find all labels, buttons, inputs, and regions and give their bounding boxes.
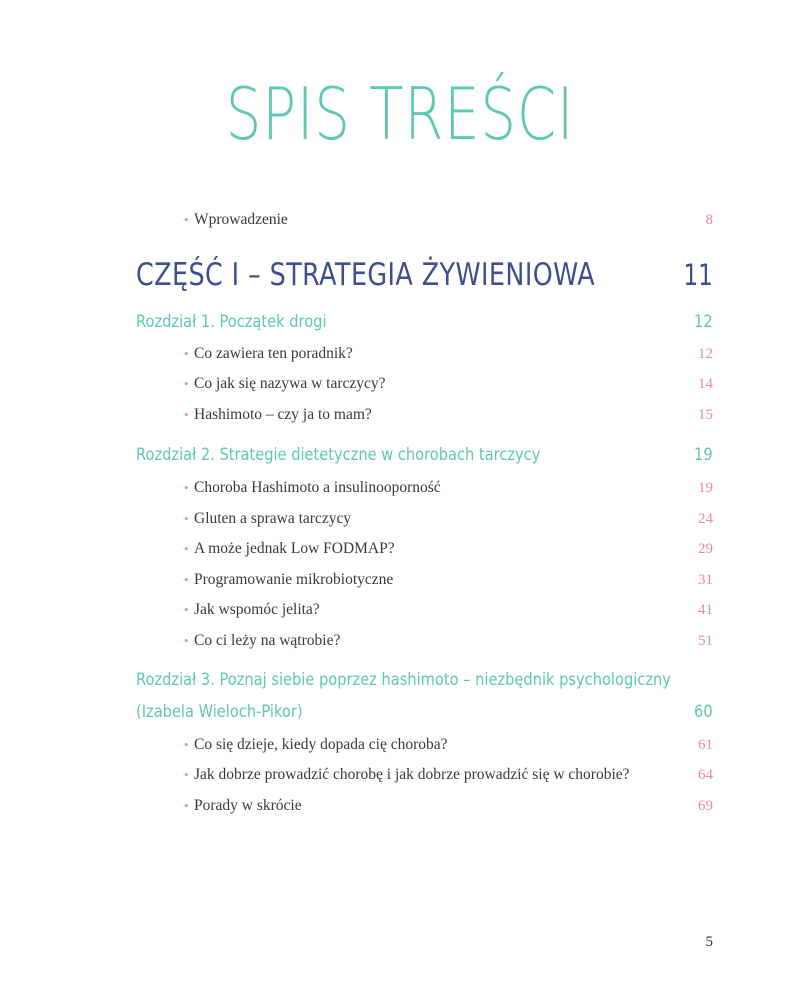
chapter-page-number: 60 bbox=[694, 702, 713, 722]
chapter-page-number: 19 bbox=[694, 445, 713, 465]
toc-entry-page: 61 bbox=[698, 737, 713, 753]
toc-entry-page: 51 bbox=[698, 633, 713, 649]
toc-entry-page: 19 bbox=[698, 480, 713, 496]
toc-part-1[interactable] bbox=[0, 255, 800, 295]
toc-entry[interactable] bbox=[0, 793, 800, 819]
bullet-icon: • bbox=[184, 602, 189, 617]
toc-entry[interactable] bbox=[0, 597, 800, 623]
bullet-icon: • bbox=[184, 212, 189, 227]
toc-entry[interactable] bbox=[0, 536, 800, 562]
bullet-icon: • bbox=[184, 407, 189, 422]
toc-entry-label: Jak wspomóc jelita? bbox=[194, 601, 320, 618]
toc-entry-page: 24 bbox=[698, 511, 713, 527]
toc-entry-label: A może jednak Low FODMAP? bbox=[194, 540, 395, 557]
toc-entry-label: Wprowadzenie bbox=[194, 211, 288, 228]
toc-entry-page: 41 bbox=[698, 602, 713, 618]
toc-entry-page: 64 bbox=[698, 767, 713, 783]
toc-entry[interactable] bbox=[0, 567, 800, 593]
toc-entry-label: Hashimoto – czy ja to mam? bbox=[194, 406, 372, 423]
bullet-icon: • bbox=[184, 767, 189, 782]
toc-entry-page: 31 bbox=[698, 572, 713, 588]
bullet-icon: • bbox=[184, 480, 189, 495]
toc-entry-label: Porady w skrócie bbox=[194, 797, 302, 814]
toc-entry-label: Co jak się nazywa w tarczycy? bbox=[194, 375, 386, 392]
toc-entry[interactable] bbox=[0, 762, 800, 788]
bullet-icon: • bbox=[184, 541, 189, 556]
bullet-icon: • bbox=[184, 737, 189, 752]
toc-entry-page: 69 bbox=[698, 798, 713, 814]
page-title: SPIS TREŚCI bbox=[225, 72, 575, 156]
page-number-folio: 5 bbox=[705, 934, 713, 950]
toc-entry[interactable] bbox=[0, 402, 800, 428]
chapter-heading: Rozdział 2. Strategie dietetyczne w chorobach tarczycy bbox=[136, 445, 541, 465]
toc-entry-page: 29 bbox=[698, 541, 713, 557]
toc-entry-label: Gluten a sprawa tarczycy bbox=[194, 510, 352, 527]
toc-chapter-3-line1[interactable] bbox=[0, 666, 800, 694]
toc-entry-label: Jak dobrze prowadzić chorobę i jak dobrze prowadzić się w chorobie? bbox=[194, 766, 630, 783]
toc-entry[interactable] bbox=[0, 341, 800, 367]
bullet-icon: • bbox=[184, 572, 189, 587]
toc-entry-label: Co ci leży na wątrobie? bbox=[194, 632, 341, 649]
bullet-icon: • bbox=[184, 346, 189, 361]
toc-chapter-1[interactable] bbox=[0, 308, 800, 336]
chapter-page-number: 12 bbox=[694, 312, 713, 332]
toc-entry-label: Programowanie mikrobiotyczne bbox=[194, 571, 394, 588]
toc-entry-page: 15 bbox=[698, 407, 713, 423]
bullet-icon: • bbox=[184, 376, 189, 391]
toc-chapter-3-line2[interactable] bbox=[0, 698, 800, 726]
toc-entry-page: 8 bbox=[705, 212, 713, 228]
bullet-icon: • bbox=[184, 511, 189, 526]
part-heading: CZĘŚĆ I – STRATEGIA ŻYWIENIOWA bbox=[136, 257, 596, 293]
toc-entry[interactable] bbox=[0, 628, 800, 654]
toc-entry-page: 12 bbox=[698, 346, 713, 362]
toc-entry[interactable] bbox=[0, 371, 800, 397]
bullet-icon: • bbox=[184, 798, 189, 813]
toc-entry-intro[interactable] bbox=[0, 207, 800, 233]
toc-entry-label: Choroba Hashimoto a insulinooporność bbox=[194, 479, 441, 496]
toc-entry-label: Co się dzieje, kiedy dopada cię choroba? bbox=[194, 736, 448, 753]
toc-entry-label: Co zawiera ten poradnik? bbox=[194, 345, 353, 362]
chapter-heading: Rozdział 3. Poznaj siebie poprzez hashimoto – niezbędnik psychologiczny bbox=[136, 670, 671, 690]
chapter-heading: Rozdział 1. Początek drogi bbox=[136, 312, 327, 332]
bullet-icon: • bbox=[184, 633, 189, 648]
toc-chapter-2[interactable] bbox=[0, 441, 800, 469]
toc-entry-page: 14 bbox=[698, 376, 713, 392]
chapter-heading-continued: (Izabela Wieloch-Pikor) bbox=[136, 702, 303, 722]
toc-entry[interactable] bbox=[0, 506, 800, 532]
part-page-number: 11 bbox=[683, 258, 713, 292]
toc-entry[interactable] bbox=[0, 475, 800, 501]
toc-entry[interactable] bbox=[0, 732, 800, 758]
